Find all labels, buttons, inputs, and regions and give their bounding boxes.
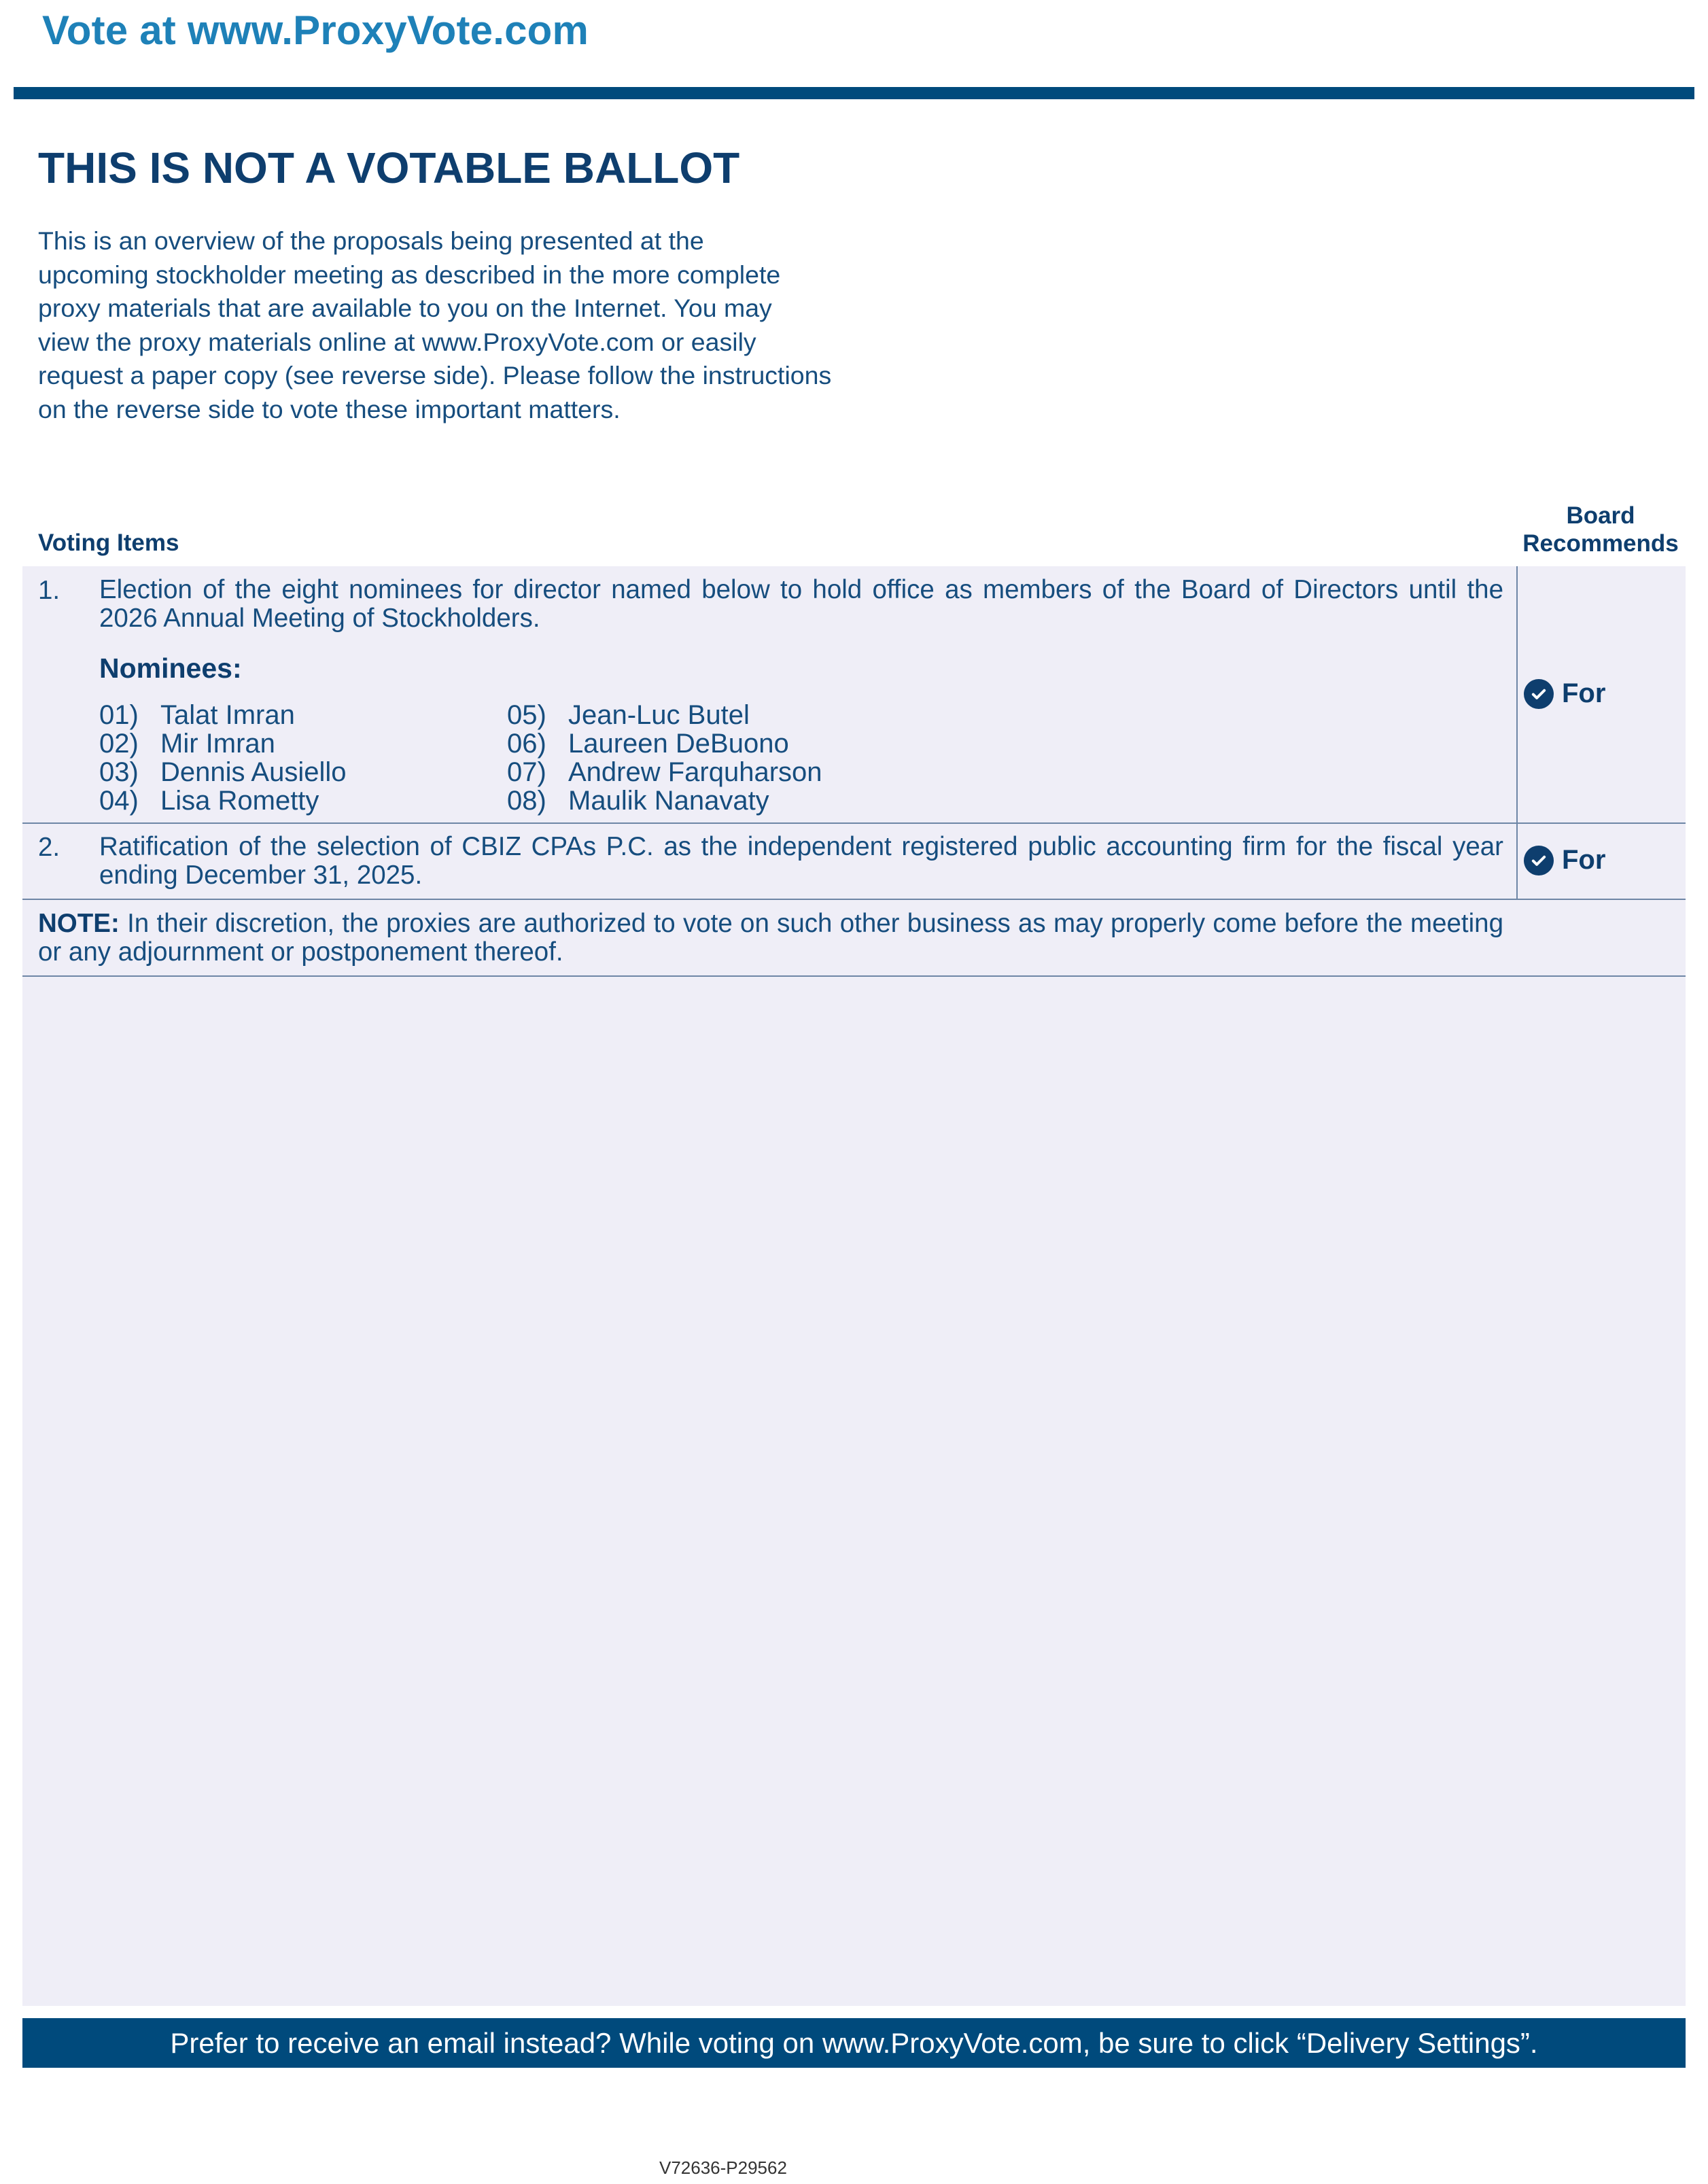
row-divider bbox=[22, 975, 1686, 977]
nominee-name: Dennis Ausiello bbox=[160, 757, 347, 787]
column-divider bbox=[1516, 566, 1518, 899]
nominee-item bbox=[507, 701, 822, 729]
voting-items-header: Voting Items bbox=[38, 530, 179, 556]
banner-text: Prefer to receive an email instead? While voting on www.ProxyVote.com, be sure to click “Delivery Settings”. bbox=[170, 2026, 1538, 2059]
nominee-item bbox=[507, 758, 822, 786]
nominee-name: Jean-Luc Butel bbox=[568, 700, 750, 730]
nominee-item bbox=[99, 786, 347, 815]
note-text: In their discretion, the proxies are authorized to vote on such other business as may properly come before the meeting or any adjournment or postponement thereof. bbox=[38, 909, 1503, 967]
nominee-number: 02) bbox=[99, 729, 139, 759]
nominees-label: Nominees: bbox=[99, 653, 242, 684]
nominee-name: Maulik Nanavaty bbox=[568, 786, 769, 816]
recommendation-label: For bbox=[1562, 845, 1606, 875]
recommendation bbox=[1524, 678, 1605, 709]
page-title: THIS IS NOT A VOTABLE BALLOT bbox=[38, 143, 740, 192]
intro-line: request a paper copy (see reverse side). Please follow the instructions bbox=[38, 361, 832, 389]
nominee-number: 06) bbox=[507, 729, 546, 759]
intro-line: on the reverse side to vote these important matters. bbox=[38, 394, 621, 423]
nominee-name: Talat Imran bbox=[160, 700, 295, 730]
intro-line: proxy materials that are available to you on the Internet. You may bbox=[38, 294, 772, 322]
board-header-line: Recommends bbox=[1522, 530, 1679, 557]
nominee-number: 08) bbox=[507, 786, 546, 816]
nominee-item bbox=[507, 729, 822, 758]
nominee-number: 05) bbox=[507, 700, 546, 730]
item-number: 1. bbox=[38, 576, 60, 605]
nominee-number: 04) bbox=[99, 786, 139, 816]
nominee-number: 01) bbox=[99, 700, 139, 730]
item-number: 2. bbox=[38, 833, 60, 862]
item-description: Election of the eight nominees for director named below to hold office as members of the Board of Directors until the 2026 Annual Meeting of Stockholders. bbox=[99, 575, 1503, 633]
nominee-number: 07) bbox=[507, 757, 546, 787]
recommendation bbox=[1524, 845, 1605, 876]
document-code: V72636-P29562 bbox=[659, 2157, 787, 2178]
intro-line: view the proxy materials online at www.ProxyVote.com or easily bbox=[38, 327, 756, 356]
row-divider bbox=[22, 899, 1686, 900]
proxyvote-link[interactable]: Vote at www.ProxyVote.com bbox=[42, 7, 589, 53]
nominee-name: Laureen DeBuono bbox=[568, 729, 789, 759]
header-divider bbox=[14, 87, 1694, 99]
nominees-column bbox=[507, 701, 822, 815]
intro-line: This is an overview of the proposals being presented at the bbox=[38, 226, 704, 255]
nominees-column bbox=[99, 701, 347, 815]
row-divider bbox=[22, 822, 1686, 824]
nominee-number: 03) bbox=[99, 757, 139, 787]
nominee-item bbox=[507, 786, 822, 815]
board-header-line: Board bbox=[1566, 502, 1635, 529]
note-paragraph bbox=[38, 909, 1503, 967]
nominee-item bbox=[99, 729, 347, 758]
item-description: Ratification of the selection of CBIZ CPAs P.C. as the independent registered public accounting firm for the fiscal year ending December 31, 2025. bbox=[99, 832, 1503, 890]
nominee-name: Mir Imran bbox=[160, 729, 275, 759]
intro-line: upcoming stockholder meeting as described in the more complete bbox=[38, 260, 781, 289]
board-recommends-header bbox=[1518, 502, 1683, 557]
note-label: NOTE: bbox=[38, 909, 120, 938]
check-circle-icon bbox=[1524, 679, 1554, 709]
intro-paragraph bbox=[38, 224, 922, 426]
recommendation-label: For bbox=[1562, 678, 1606, 708]
nominee-item bbox=[99, 758, 347, 786]
nominee-item bbox=[99, 701, 347, 729]
delivery-settings-banner bbox=[22, 2018, 1686, 2068]
check-circle-icon bbox=[1524, 846, 1554, 876]
nominee-name: Andrew Farquharson bbox=[568, 757, 822, 787]
nominee-name: Lisa Rometty bbox=[160, 786, 319, 816]
